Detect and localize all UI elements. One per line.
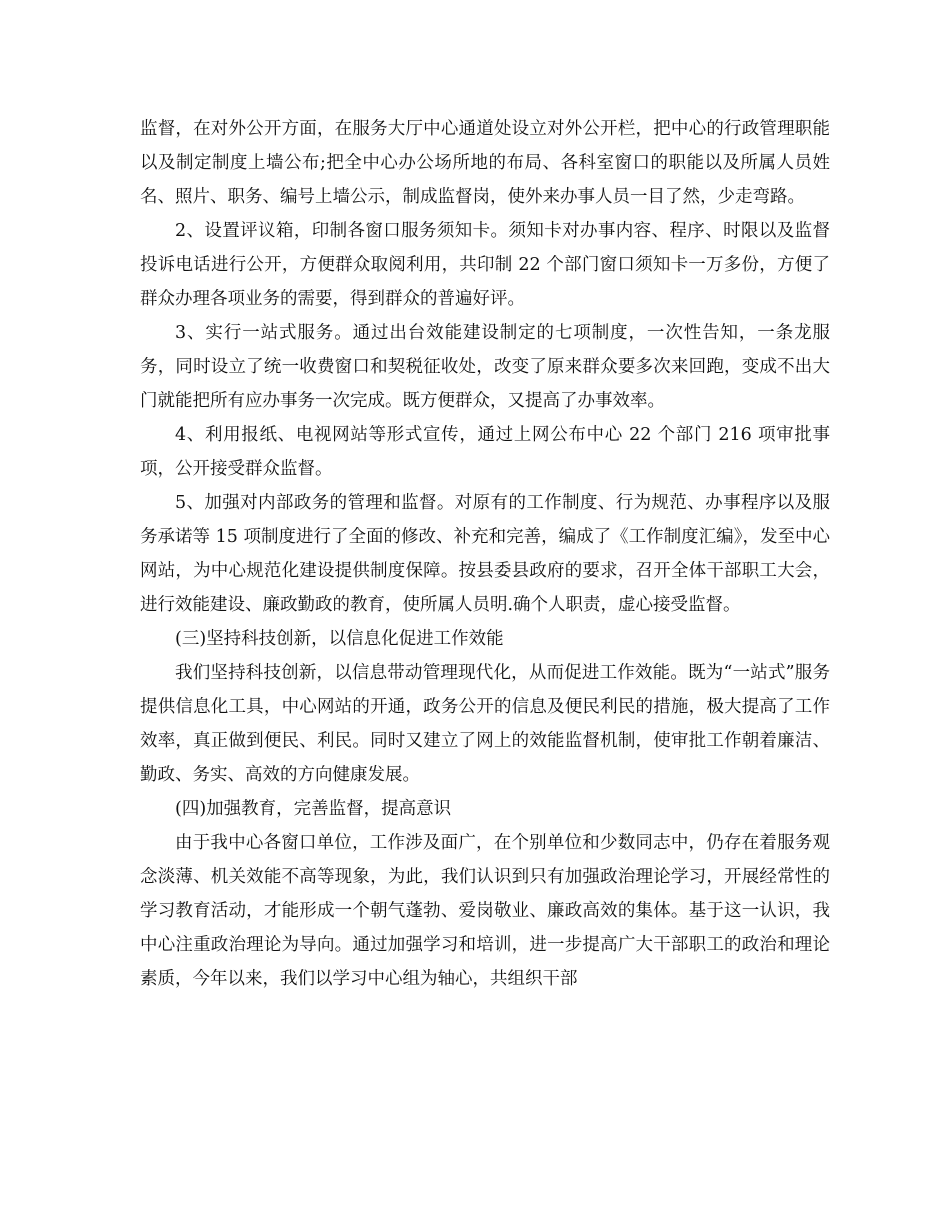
paragraph-4: 4、利用报纸、电视网站等形式宣传，通过上网公布中心 22 个部门 216 项审批事项，公开接受群众监督。 (140, 425, 830, 479)
document-body (140, 112, 830, 996)
paragraph-5: 5、加强对内部政务的管理和监督。对原有的工作制度、行为规范、办事程序以及服务承诺等 15 项制度进行了全面的修改、补充和完善，编成了《工作制度汇编》，发至中心网站，为中心规范化建设提供制度保障。按县委县政府的要求，召开全体干部职工大会，进行效能建设、廉政勤政的教育，使所属人员明.确个人职责，虚心接受监督。 (140, 493, 830, 615)
section-heading-3: (三)坚持科技创新，以信息化促进工作效能 (175, 629, 504, 649)
paragraph-2: 2、设置评议箱，印制各窗口服务须知卡。须知卡对办事内容、程序、时限以及监督投诉电话进行公开，方便群众取阅利用，共印制 22 个部门窗口须知卡一万多份，方便了群众办理各项业务的需要，得到群众的普遍好评。 (140, 221, 830, 309)
paragraph-3: 3、实行一站式服务。通过出台效能建设制定的七项制度，一次性告知，一条龙服务，同时设立了统一收费窗口和契税征收处，改变了原来群众要多次来回跑，变成不出大门就能把所有应办事务一次完成。既方便群众，又提高了办事效率。 (140, 323, 830, 411)
section-heading-4: (四)加强教育，完善监督，提高意识 (175, 799, 452, 819)
paragraph-1: 监督，在对外公开方面，在服务大厅中心通道处设立对外公开栏，把中心的行政管理职能以及制定制度上墙公布;把全中心办公场所地的布局、各科室窗口的职能以及所属人员姓名、照片、职务、编号上墙公示，制成监督岗，使外来办事人员一目了然，少走弯路。 (140, 119, 830, 207)
paragraph-6: 我们坚持科技创新，以信息带动管理现代化，从而促进工作效能。既为“一站式”服务提供信息化工具，中心网站的开通，政务公开的信息及便民利民的措施，极大提高了工作效率，真正做到便民、利民。同时又建立了网上的效能监督机制，使审批工作朝着廉洁、勤政、务实、高效的方向健康发展。 (140, 663, 830, 785)
paragraph-7: 由于我中心各窗口单位，工作涉及面广，在个别单位和少数同志中，仍存在着服务观念淡薄、机关效能不高等现象，为此，我们认识到只有加强政治理论学习，开展经常性的学习教育活动，才能形成一个朝气蓬勃、爱岗敬业、廉政高效的集体。基于这一认识，我中心注重政治理论为导向。通过加强学习和培训，进一步提高广大干部职工的政治和理论素质，今年以来，我们以学习中心组为轴心，共组织干部 (140, 833, 830, 989)
